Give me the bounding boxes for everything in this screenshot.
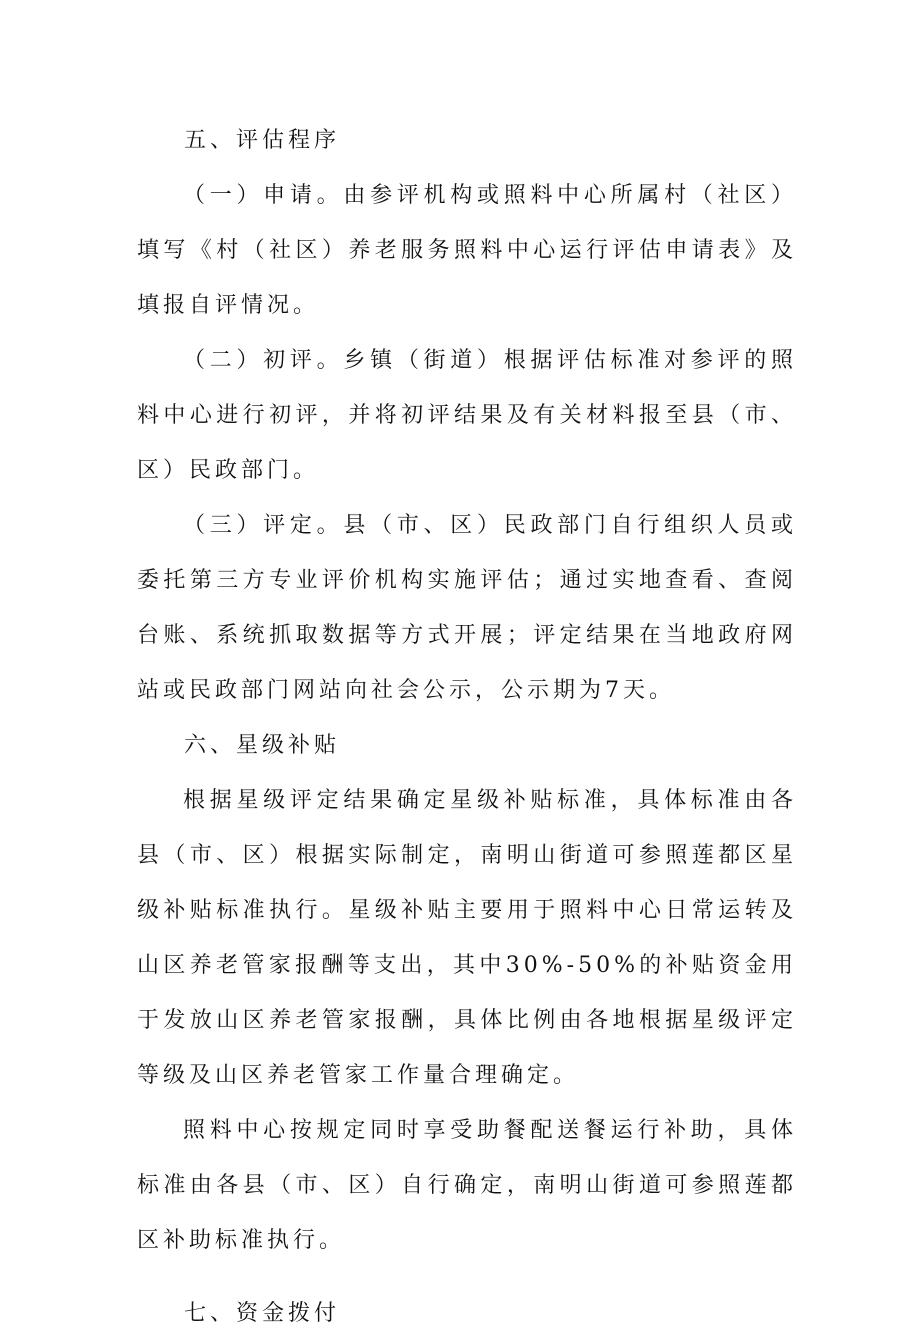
paragraph-final-assessment: （三）评定。县（市、区）民政部门自行组织人员或委托第三方专业评价机构实施评估；通过实地查看、查阅台账、系统抓取数据等方式开展；评定结果在当地政府网站或民政部门网站向社会公示，公示期为7天。 xyxy=(137,513,797,703)
paragraph-preliminary-review: （二）初评。乡镇（街道）根据评估标准对参评的照料中心进行初评，并将初评结果及有关材料报至县（市、区）民政部门。 xyxy=(137,348,797,483)
paragraph-subsidy-standard: 根据星级评定结果确定星级补贴标准，具体标准由各县（市、区）根据实际制定，南明山街道可参照莲都区星级补贴标准执行。星级补贴主要用于照料中心日常运转及山区养老管家报酬等支出，其中30%-50%的补贴资金用于发放山区养老管家报酬，具体比例由各地根据星级评定等级及山区养老管家工作量合理确定。 xyxy=(137,788,797,1088)
document-body xyxy=(137,113,797,1341)
paragraph-meal-subsidy: 照料中心按规定同时享受助餐配送餐运行补助，具体标准由各县（市、区）自行确定，南明山街道可参照莲都区补助标准执行。 xyxy=(137,1118,797,1253)
section-heading-evaluation-procedure: 五、评估程序 xyxy=(184,128,341,153)
paragraph-application: （一）申请。由参评机构或照料中心所属村（社区）填写《村（社区）养老服务照料中心运行评估申请表》及填报自评情况。 xyxy=(137,183,797,318)
section-heading-fund-allocation: 七、资金拨付 xyxy=(184,1301,341,1326)
section-heading-star-subsidy: 六、星级补贴 xyxy=(184,733,341,758)
